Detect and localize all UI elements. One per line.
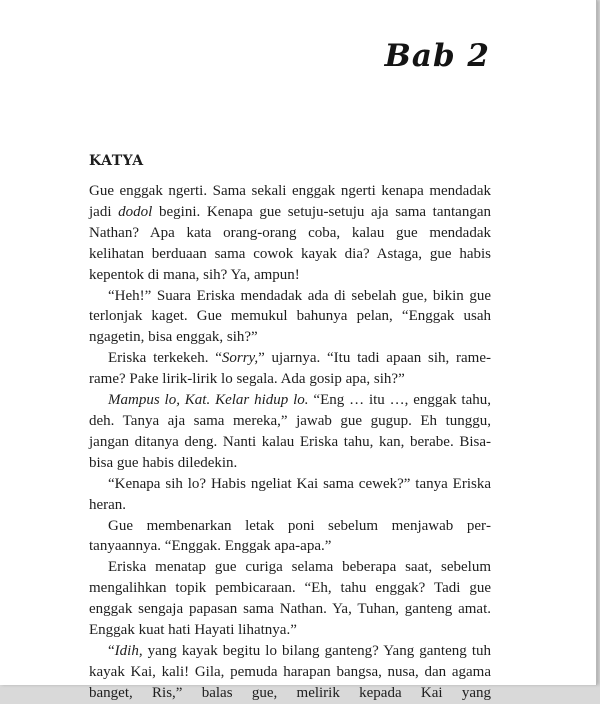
paragraph-text: begini. Kenapa gue setuju-setuju aja sama tantangan Nathan? Apa kata orang-orang coba, kalau gue mendadak kelihatan berduaan sama cowok kayak dia? Astaga, gue habis kepentok di mana, sih? Ya, ampun! [89, 203, 491, 283]
paragraph-text-italic: Idih, [114, 642, 143, 659]
narrator-heading: KATYA [89, 153, 144, 169]
paragraph [89, 181, 491, 286]
paragraph [89, 390, 491, 474]
paragraph [89, 474, 491, 516]
paragraph-text: ” ujarnya. “Itu tadi apaan sih, rame-rame? Pake lirik-lirik lo segala. Ada gosip apa, sih?” [89, 350, 491, 388]
paragraph-text: “Kenapa sih lo? Habis ngeliat Kai sama cewek?” tanya Eriska heran. [89, 475, 491, 513]
chapter-title: Bab 2 [384, 38, 490, 74]
paragraph-text-italic: Mampus lo, Kat. Kelar hidup lo. [108, 392, 309, 409]
paragraph-text: yang kayak begitu lo bilang ganteng? Yang ganteng tuh kayak Kai, kali! Gila, pemuda harapan bangsa, nusa, dan agama banget, Ris,” balas gue, melirik kepada Kai yang [89, 642, 491, 701]
paragraph-text: Gue membenarkan letak poni sebelum menjawab pertanyaannya. “Enggak. Enggak apa-apa.” [89, 517, 491, 555]
paragraph [89, 516, 491, 558]
paragraph [89, 348, 491, 390]
paragraph [89, 286, 491, 349]
paragraph [89, 641, 491, 704]
paragraph-text: Eriska menatap gue curiga selama beberapa saat, sebelum mengalihkan topik pembicaraan. “Eh, tahu enggak? Tadi gue enggak sengaja papasan sama Nathan. Ya, Tuhan, ganteng amat. Enggak kuat hati Hayati lihatnya.” [89, 559, 491, 639]
chapter-body [89, 181, 491, 704]
paragraph-text: Gue enggak ngerti. Sama sekali enggak ngerti kenapa mendadak jadi [89, 183, 491, 220]
paragraph-text-italic: Sorry, [221, 350, 259, 367]
paragraph-text: “Eng … itu …, enggak tahu, deh. Tanya aja sama mereka,” jawab gue gugup. Eh tunggu, jangan ditanya deng. Nanti kalau Eriska tahu, kan, berabe. Bisa-bisa gue habis diledekin. [89, 392, 492, 471]
paragraph-text: Eriska terkekeh. “ [108, 350, 222, 367]
paragraph-text: “ [108, 642, 115, 659]
paragraph-text-italic: dodol [118, 203, 153, 220]
paragraph [89, 557, 491, 641]
paragraph-text: “Heh!” Suara Eriska mendadak ada di sebelah gue, bikin gue terlonjak kaget. Gue memukul bahunya pelan, “Enggak usah ngagetin, bisa enggak, sih?” [89, 287, 491, 346]
